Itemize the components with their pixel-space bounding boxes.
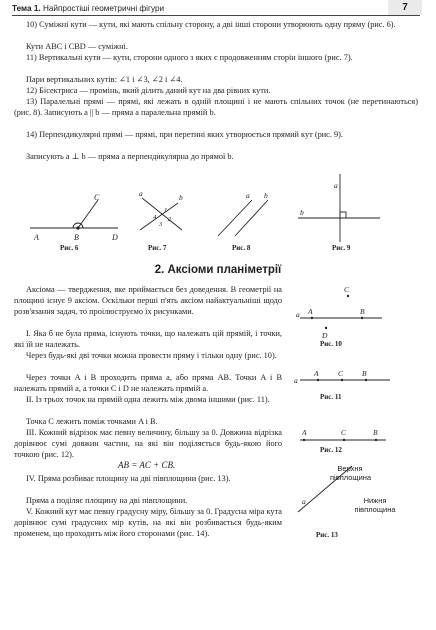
fig12-label-b: B — [373, 428, 378, 437]
fig7-label-a: a — [139, 189, 143, 198]
fig7-angle-3: 3 — [159, 221, 163, 228]
page-header — [12, 0, 420, 16]
def-perpendicular-lines: 14) Перпендикулярні прямі — прямі, при перетині яких утворюється прямий кут (рис. 9). — [26, 130, 343, 139]
page-number: 7 — [388, 0, 422, 15]
header-title: Тема 1. Найпростіші геометричні фігури — [12, 4, 165, 13]
fig10-label-d: D — [322, 331, 328, 340]
fig7-caption: Рис. 7 — [148, 244, 167, 252]
fig10-label-a: A — [308, 307, 313, 316]
axiom-2: II. Із трьох точок на прямій одна лежить між двома іншими (рис. 11). — [26, 395, 270, 404]
fig12-point-b — [375, 439, 377, 441]
fig10-point-b — [361, 317, 363, 319]
fig10-point-d — [325, 327, 327, 329]
fig10-label-b: B — [360, 307, 365, 316]
fig8-label-b: b — [264, 191, 268, 200]
fig11-point-c — [341, 379, 343, 381]
fig6-label-b: B — [74, 233, 79, 242]
fig7-angle-4: 4 — [153, 214, 157, 221]
fig10-point-c — [347, 295, 349, 297]
def-vertical-angles: 11) Вертикальні кути — кути, сторони одного з яких є продовженням сторін іншого (рис. 7). — [26, 53, 353, 62]
fig12-caption: Рис. 12 — [320, 446, 342, 454]
fig9-caption: Рис. 9 — [332, 244, 351, 252]
fig12-label-a: A — [302, 428, 307, 437]
def-adjacent-angles: 10) Суміжні кути — кути, які мають спільну сторону, а дві інші сторони утворюють одну пряму (рис. 6). — [26, 20, 396, 29]
figure-6 — [30, 200, 118, 229]
fig7-label-b: b — [179, 193, 183, 202]
fig12-point-a — [303, 439, 305, 441]
fig6-label-c: C — [94, 193, 100, 202]
axiom-1-example: Через точки A і B проходить пряма a, або пряма AB. Точки A і B належать прямій a, а точки C і D не належать прямій a. — [14, 373, 282, 393]
axiom-1: I. Яка б не була пряма, існують точки, що належать цій прямій, і точки, які їй не належать. — [14, 329, 282, 349]
fig11-point-b — [365, 379, 367, 381]
axiom-4-example: Пряма a поділяє площину на дві півплощини. — [26, 496, 188, 505]
fig7-angle-1: 1 — [164, 207, 168, 214]
axiom-definition: Аксіома — твердження, яке приймається без доведення. В геометрії на площині існує 9 аксіом. Оскільки перші п'ять аксіом найактуальніші щодо розв'язання задач, то проілюструємо їх рисунками. — [14, 285, 282, 316]
fig13-caption: Рис. 13 — [316, 531, 338, 539]
fig11-label-b: B — [362, 369, 367, 378]
fig11-label-a: A — [314, 369, 319, 378]
fig8-caption: Рис. 8 — [232, 244, 251, 252]
fig8-label-a: a — [246, 191, 250, 200]
fig7-angle-2: 2 — [168, 216, 172, 223]
fig10-label-c: C — [344, 285, 350, 294]
fig9-label-a: a — [334, 181, 338, 190]
fig11-caption: Рис. 11 — [320, 393, 342, 401]
section-title: 2. Аксіоми планіметрії — [154, 264, 282, 276]
fig6-label-a: A — [34, 233, 39, 242]
axiom-1-line-rule: Через будь-які дві точки можна провести пряму і тільки одну (рис. 10). — [26, 351, 277, 360]
figure-9 — [298, 174, 380, 242]
axiom-5: V. Кожний кут має певну градусну міру, більшу за 0. Градусна міра кута дорівнює сумі градусних мір кутів, на які він розбивається будь-яким променем, що проходить між його сторонами (рис. 14). — [14, 507, 282, 538]
fig12-label-c: C — [341, 428, 347, 437]
fig9-label-b: b — [300, 208, 304, 217]
perpendicular-notation: Записують a ⊥ b — пряма a перпендикулярна до прямої b. — [26, 152, 234, 161]
axiom-3: III. Кожний відрізок має певну величину, більшу за 0. Довжина відрізка дорівнює сумі довжин частин, на які він поділяється будь-якою його точкою (рис. 12). — [14, 428, 282, 459]
fig13-label-a: a — [302, 497, 306, 506]
fig6-caption: Рис. 6 — [60, 244, 79, 252]
axiom-2-example: Точка C лежить поміж точками A і B. — [26, 417, 158, 426]
fig10-label-a-line: a — [296, 310, 300, 319]
vertical-angle-pairs: Пари вертикальних кутів: ∠1 і ∠3, ∠2 і ∠4. — [26, 75, 183, 84]
figures-right-10-13 — [290, 280, 430, 520]
fig11-point-a — [317, 379, 319, 381]
segment-equation: AB = AC + CB. — [118, 460, 176, 470]
fig11-label-c: C — [338, 369, 344, 378]
fig12-point-c — [343, 439, 345, 441]
fig10-point-a — [311, 317, 313, 319]
fig11-label-a-line: a — [294, 376, 298, 385]
fig10-caption: Рис. 10 — [320, 340, 342, 348]
figure-8 — [218, 200, 268, 236]
fig13-upper-halfplane-label: Верхня півплощина — [330, 464, 372, 482]
fig6-label-d: D — [112, 233, 118, 242]
axiom-4: IV. Пряма розбиває площину на дві півплощини (рис. 13). — [26, 474, 231, 483]
def-bisector: 12) Бісектриса — промінь, який ділить даний кут на два рівних кути. — [26, 86, 271, 95]
def-parallel-lines: 13) Паралельні прямі — прямі, які лежать в одній площині і не мають спільних точок (не перетинаються) (рис. 8). Записують a || b — пряма a паралельна прямій b. — [14, 97, 418, 117]
adjacent-angles-example: Кути ABC і CBD — суміжні. — [26, 42, 128, 51]
fig13-lower-halfplane-label: Нижня півплощина — [354, 496, 396, 514]
